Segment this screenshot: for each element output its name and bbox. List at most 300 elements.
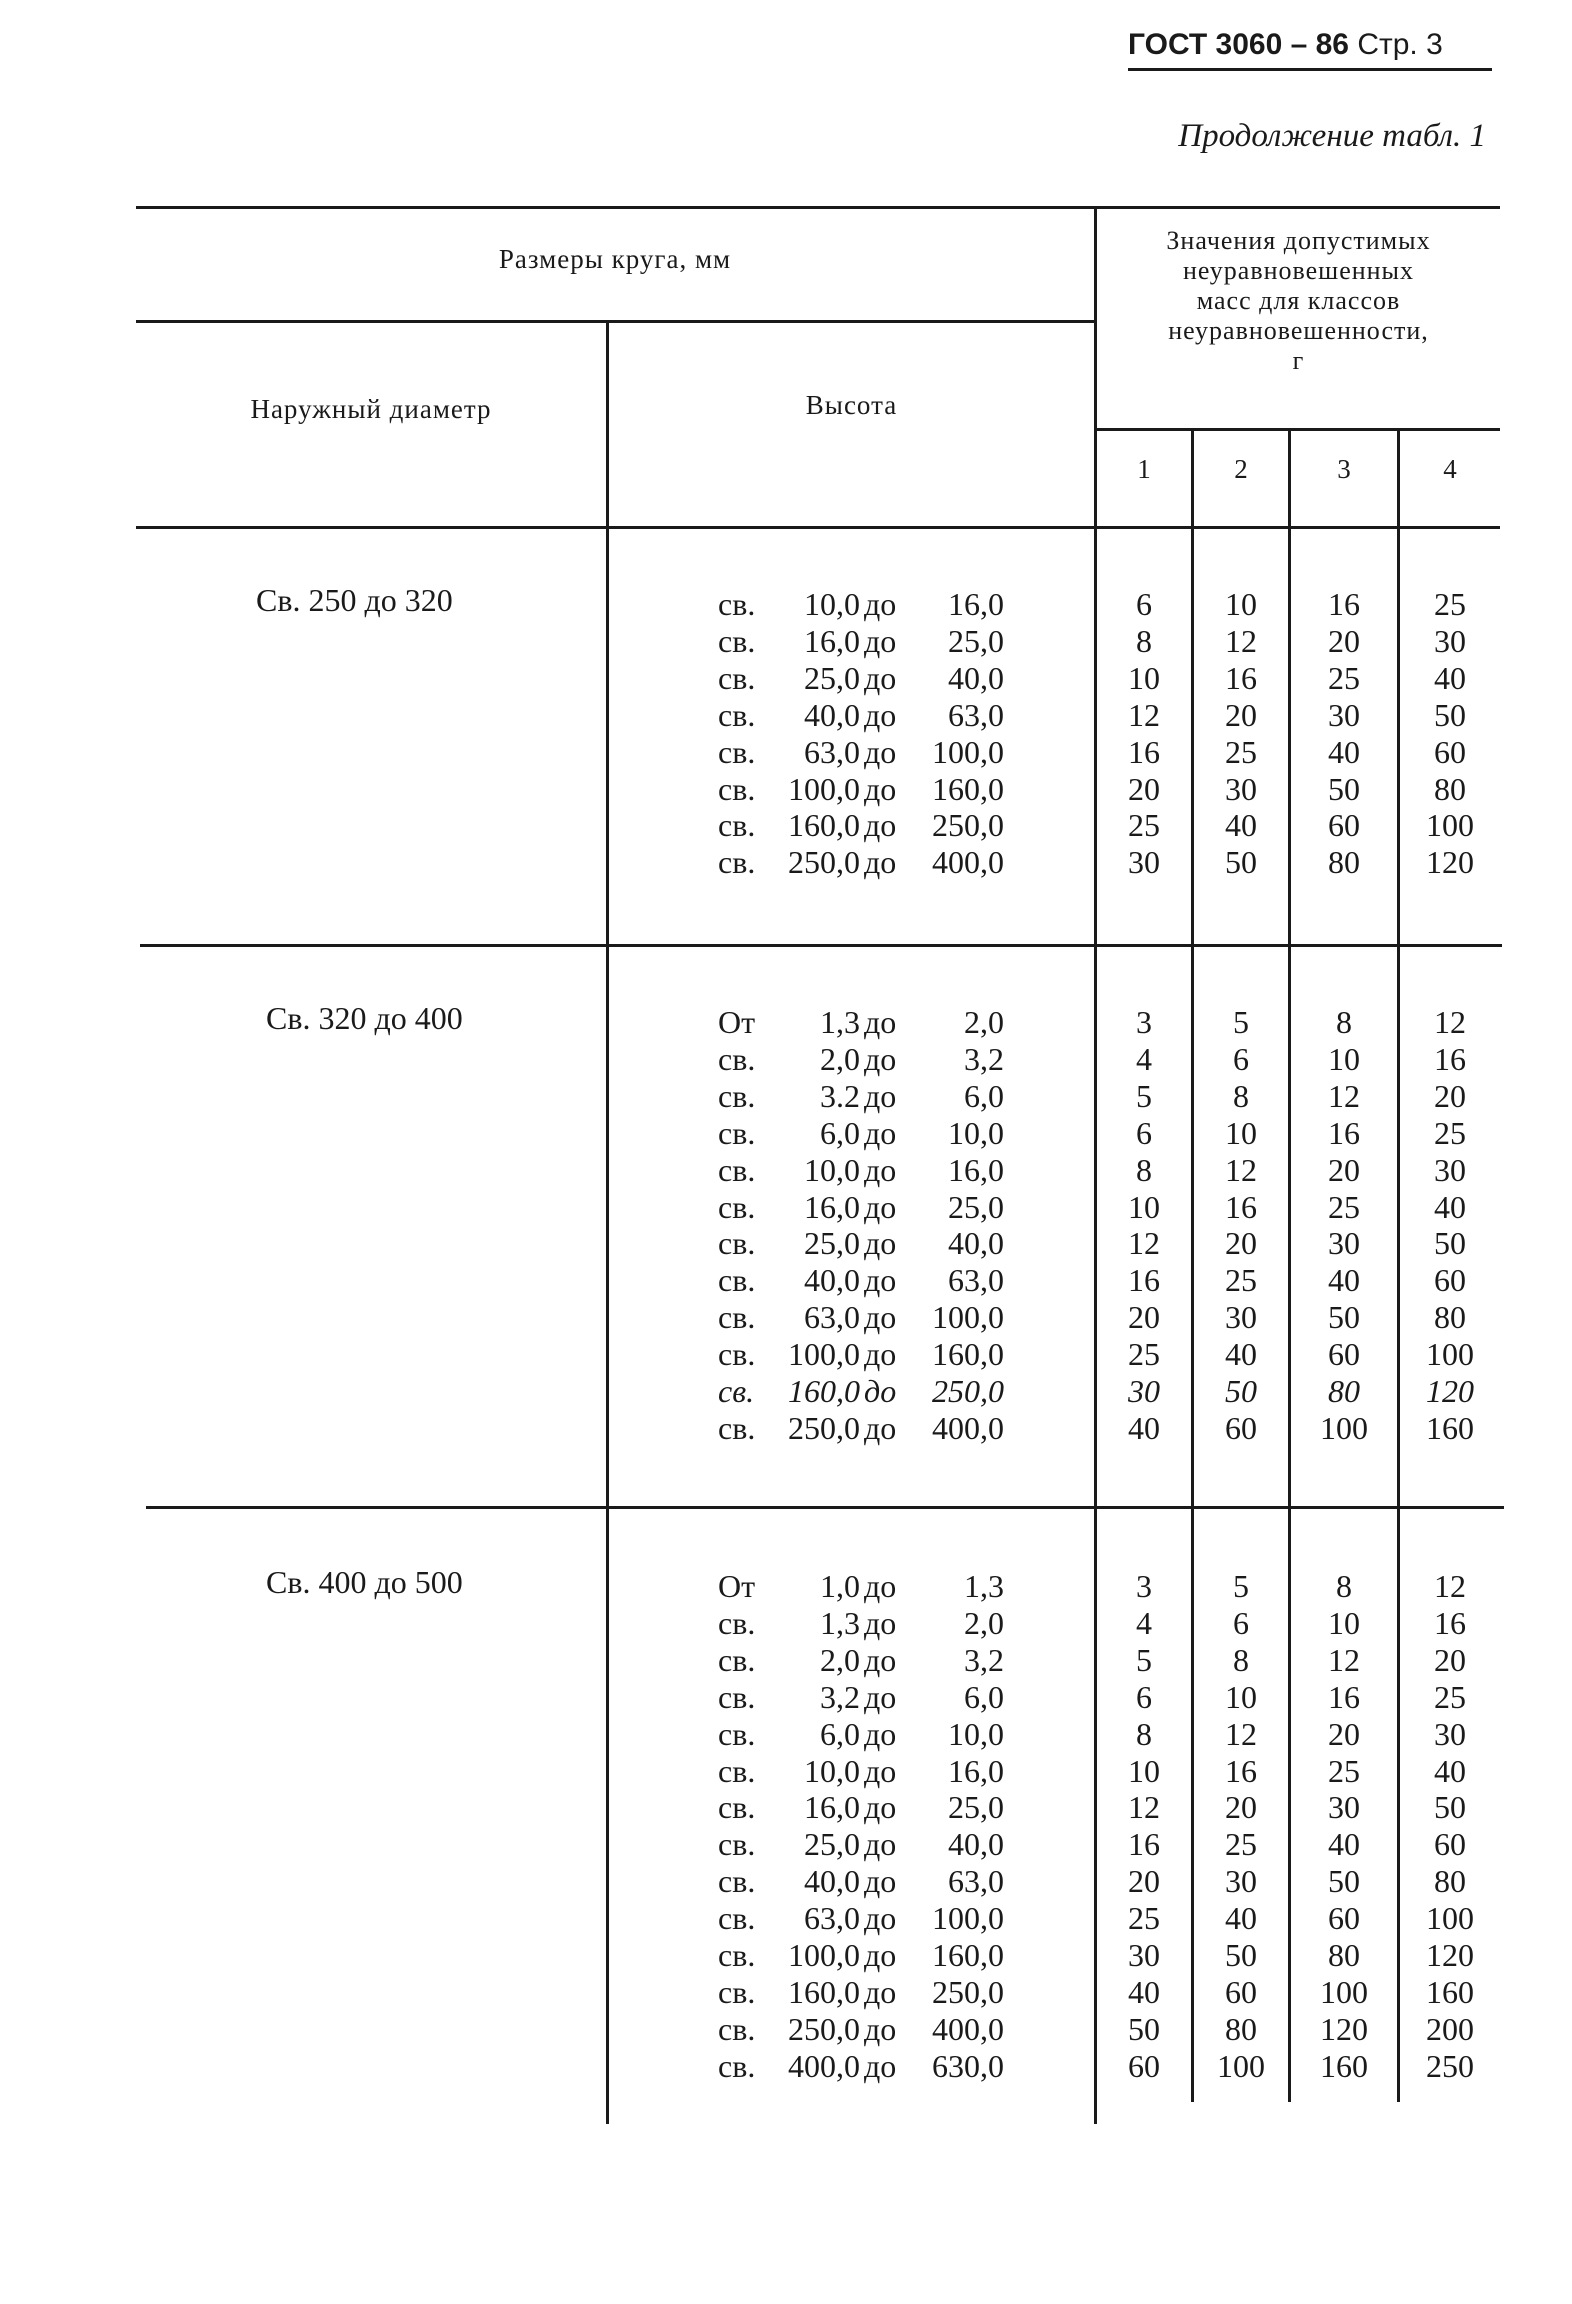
- mass-value-class-1: 30: [1128, 1373, 1160, 1409]
- range-to: 1,3: [964, 1568, 1004, 1604]
- mass-value-class-1: 50: [1128, 2010, 1160, 2047]
- class-label-1: 1: [1137, 454, 1151, 484]
- range-to: 400,0: [932, 2010, 1004, 2047]
- range-prefix: св.: [718, 2047, 756, 2084]
- mass-value-class-1: 4: [1136, 1040, 1152, 1077]
- mass-values-row: [0, 1004, 1572, 1041]
- range-prefix: св.: [718, 770, 756, 807]
- header-line: неуравновешенных: [1182, 256, 1415, 285]
- mass-value-class-3: 80: [1328, 1373, 1360, 1409]
- mass-value-class-2: 60: [1225, 1409, 1257, 1446]
- range-to: 3,2: [964, 1641, 1004, 1678]
- range-separator: до: [864, 770, 897, 807]
- class-label-3: 3: [1337, 454, 1351, 484]
- mass-value-class-1: 25: [1128, 1336, 1160, 1373]
- mass-value-class-3: 16: [1328, 1114, 1360, 1151]
- mass-values-row: [0, 1974, 1572, 2011]
- mass-value-class-2: 10: [1225, 1114, 1257, 1151]
- mass-value-class-1: 3: [1136, 1568, 1152, 1604]
- range-separator: до: [864, 1752, 897, 1789]
- mass-value-class-3: 50: [1328, 770, 1360, 807]
- class-label-2: 2: [1234, 454, 1248, 484]
- mass-value-class-4: 25: [1434, 586, 1466, 622]
- mass-value-class-1: 6: [1136, 1678, 1152, 1715]
- range-prefix: св.: [718, 1863, 756, 1900]
- range-separator: до: [864, 1568, 897, 1604]
- allowable-mass-header: [1097, 226, 1500, 376]
- mass-value-class-1: 6: [1136, 1114, 1152, 1151]
- range-prefix: св.: [718, 1336, 756, 1373]
- mass-value-class-3: 8: [1336, 1568, 1352, 1604]
- class-label-4: 4: [1443, 454, 1457, 484]
- page-number: Стр. 3: [1357, 28, 1443, 61]
- range-from: 10,0: [804, 1752, 860, 1789]
- mass-value-class-2: 6: [1233, 1040, 1249, 1077]
- mass-value-class-4: 40: [1434, 1752, 1466, 1789]
- mass-value-class-4: 160: [1426, 1409, 1474, 1446]
- range-separator: до: [864, 696, 897, 733]
- range-from: 6,0: [820, 1114, 860, 1151]
- mass-values-row: [0, 660, 1572, 697]
- range-separator: до: [864, 1225, 897, 1262]
- range-prefix: св.: [718, 1225, 756, 1262]
- range-separator: до: [864, 1151, 897, 1188]
- range-to: 100,0: [932, 733, 1004, 770]
- wheel-size-header: Размеры круга, мм: [498, 244, 732, 274]
- mass-value-class-2: 12: [1225, 1151, 1257, 1188]
- mass-value-class-4: 120: [1426, 1373, 1474, 1409]
- header-line: г: [1292, 346, 1305, 375]
- mass-value-class-4: 25: [1434, 1114, 1466, 1151]
- mass-values-row: [0, 1679, 1572, 1716]
- range-from: 1,3: [820, 1004, 860, 1040]
- range-from: 160,0: [788, 1973, 860, 2010]
- mass-values-row: [0, 2011, 1572, 2048]
- mass-values-row: [0, 623, 1572, 660]
- mass-value-class-2: 12: [1225, 622, 1257, 659]
- mass-values-row: [0, 2048, 1572, 2085]
- range-from: 160,0: [788, 807, 860, 844]
- range-separator: до: [864, 1188, 897, 1225]
- mass-value-class-2: 60: [1225, 1973, 1257, 2010]
- mass-value-class-4: 80: [1434, 1863, 1466, 1900]
- range-from: 1,3: [820, 1604, 860, 1641]
- mass-value-class-3: 8: [1336, 1004, 1352, 1040]
- range-prefix: св.: [718, 1900, 756, 1937]
- mass-value-class-1: 30: [1128, 1937, 1160, 1973]
- range-prefix: От: [718, 1568, 756, 1604]
- range-to: 16,0: [948, 586, 1004, 622]
- range-from: 3.2: [820, 1077, 860, 1114]
- range-from: 25,0: [804, 659, 860, 696]
- range-from: 16,0: [804, 622, 860, 659]
- range-to: 400,0: [932, 844, 1004, 881]
- range-separator: до: [864, 1789, 897, 1826]
- mass-value-class-3: 80: [1328, 844, 1360, 881]
- mass-values-row: [0, 1568, 1572, 1605]
- range-prefix: св.: [718, 1604, 756, 1641]
- mass-value-class-2: 80: [1225, 2010, 1257, 2047]
- range-from: 25,0: [804, 1225, 860, 1262]
- range-from: 2,0: [820, 1641, 860, 1678]
- mass-value-class-2: 30: [1225, 770, 1257, 807]
- mass-value-class-3: 100: [1320, 1409, 1368, 1446]
- table-continuation-label: Продолжение табл. 1: [1178, 118, 1486, 154]
- mass-values-row: [0, 1789, 1572, 1826]
- range-prefix: св.: [718, 1040, 756, 1077]
- mass-value-class-2: 6: [1233, 1604, 1249, 1641]
- header-underline: [1128, 68, 1492, 71]
- mass-value-class-3: 100: [1320, 1973, 1368, 2010]
- mass-value-class-1: 10: [1128, 1188, 1160, 1225]
- range-from: 250,0: [788, 1409, 860, 1446]
- mass-value-class-2: 20: [1225, 1225, 1257, 1262]
- range-from: 10,0: [804, 1151, 860, 1188]
- mass-value-class-4: 100: [1426, 807, 1474, 844]
- range-separator: до: [864, 1077, 897, 1114]
- mass-value-class-3: 30: [1328, 1789, 1360, 1826]
- range-separator: до: [864, 1299, 897, 1336]
- range-prefix: св.: [718, 1752, 756, 1789]
- header-line: неуравновешенности,: [1168, 316, 1429, 345]
- mass-value-class-1: 12: [1128, 1225, 1160, 1262]
- mass-value-class-4: 80: [1434, 770, 1466, 807]
- class-header-rule: [1094, 428, 1500, 431]
- mass-value-class-3: 20: [1328, 1715, 1360, 1752]
- range-prefix: св.: [718, 659, 756, 696]
- range-prefix: св.: [718, 1151, 756, 1188]
- mass-value-class-2: 25: [1225, 1262, 1257, 1299]
- mass-value-class-4: 50: [1434, 1789, 1466, 1826]
- range-to: 63,0: [948, 1262, 1004, 1299]
- range-to: 160,0: [932, 1937, 1004, 1973]
- range-separator: до: [864, 622, 897, 659]
- outer-diameter-header: Наружный диаметр: [250, 394, 492, 424]
- mass-values-row: [0, 1152, 1572, 1189]
- range-to: 160,0: [932, 1336, 1004, 1373]
- range-prefix: св.: [718, 586, 756, 622]
- mass-value-class-4: 40: [1434, 659, 1466, 696]
- mass-value-class-2: 16: [1225, 1188, 1257, 1225]
- range-separator: до: [864, 1336, 897, 1373]
- mass-values-row: [0, 1900, 1572, 1937]
- mass-value-class-3: 60: [1328, 1336, 1360, 1373]
- range-prefix: св.: [718, 1826, 756, 1863]
- range-from: 25,0: [804, 1826, 860, 1863]
- range-separator: до: [864, 1004, 897, 1040]
- mass-values-row: [0, 1041, 1572, 1078]
- mass-value-class-3: 25: [1328, 1752, 1360, 1789]
- range-from: 250,0: [788, 2010, 860, 2047]
- mass-values-row: [0, 1373, 1572, 1410]
- mass-value-class-3: 16: [1328, 1678, 1360, 1715]
- mass-value-class-3: 50: [1328, 1299, 1360, 1336]
- range-from: 63,0: [804, 1900, 860, 1937]
- mass-value-class-4: 160: [1426, 1973, 1474, 2010]
- range-to: 250,0: [932, 1373, 1004, 1409]
- range-from: 1,0: [820, 1568, 860, 1604]
- mass-value-class-4: 250: [1426, 2047, 1474, 2084]
- group-separator: [146, 1506, 1504, 1509]
- range-to: 160,0: [932, 770, 1004, 807]
- range-prefix: св.: [718, 622, 756, 659]
- mass-value-class-1: 25: [1128, 1900, 1160, 1937]
- range-separator: до: [864, 844, 897, 881]
- group-separator: [140, 944, 1502, 947]
- range-from: 250,0: [788, 844, 860, 881]
- outer-diameter-value: Св. 400 до 500: [266, 1564, 463, 1600]
- mass-value-class-4: 50: [1434, 1225, 1466, 1262]
- mass-values-row: [0, 807, 1572, 844]
- mass-value-class-3: 25: [1328, 1188, 1360, 1225]
- mass-value-class-4: 12: [1434, 1004, 1466, 1040]
- mass-value-class-1: 20: [1128, 1299, 1160, 1336]
- range-prefix: св.: [718, 1262, 756, 1299]
- mass-value-class-2: 40: [1225, 807, 1257, 844]
- mass-value-class-1: 25: [1128, 807, 1160, 844]
- mass-values-row: [0, 1078, 1572, 1115]
- mass-value-class-3: 16: [1328, 586, 1360, 622]
- mass-values-row: [0, 1642, 1572, 1679]
- range-separator: до: [864, 1678, 897, 1715]
- mass-values-row: [0, 734, 1572, 771]
- mass-values-row: [0, 1262, 1572, 1299]
- mass-value-class-3: 20: [1328, 622, 1360, 659]
- range-from: 16,0: [804, 1789, 860, 1826]
- mass-values-row: [0, 1937, 1572, 1974]
- range-to: 400,0: [932, 1409, 1004, 1446]
- range-to: 630,0: [932, 2047, 1004, 2084]
- range-to: 6,0: [964, 1678, 1004, 1715]
- mass-value-class-2: 50: [1225, 844, 1257, 881]
- range-to: 25,0: [948, 622, 1004, 659]
- mass-values-row: [0, 1299, 1572, 1336]
- mass-value-class-4: 120: [1426, 844, 1474, 881]
- mass-values-row: [0, 771, 1572, 808]
- mass-value-class-4: 16: [1434, 1604, 1466, 1641]
- range-from: 63,0: [804, 733, 860, 770]
- range-separator: до: [864, 733, 897, 770]
- mass-value-class-1: 30: [1128, 844, 1160, 881]
- mass-value-class-1: 20: [1128, 1863, 1160, 1900]
- mass-value-class-1: 8: [1136, 622, 1152, 659]
- standard-number: ГОСТ 3060 – 86: [1128, 28, 1349, 61]
- mass-value-class-1: 40: [1128, 1409, 1160, 1446]
- mass-value-class-2: 5: [1233, 1568, 1249, 1604]
- range-prefix: св.: [718, 1409, 756, 1446]
- outer-diameter-value: Св. 320 до 400: [266, 1000, 463, 1036]
- mass-value-class-1: 4: [1136, 1604, 1152, 1641]
- range-to: 40,0: [948, 1826, 1004, 1863]
- mass-value-class-3: 120: [1320, 2010, 1368, 2047]
- range-prefix: св.: [718, 1789, 756, 1826]
- mass-value-class-2: 40: [1225, 1336, 1257, 1373]
- range-prefix: св.: [718, 1973, 756, 2010]
- mass-value-class-3: 12: [1328, 1077, 1360, 1114]
- mass-value-class-1: 60: [1128, 2047, 1160, 2084]
- mass-value-class-1: 6: [1136, 586, 1152, 622]
- range-to: 40,0: [948, 1225, 1004, 1262]
- range-separator: до: [864, 1973, 897, 2010]
- mass-value-class-3: 12: [1328, 1641, 1360, 1678]
- range-to: 100,0: [932, 1900, 1004, 1937]
- range-separator: до: [864, 2010, 897, 2047]
- mass-value-class-1: 10: [1128, 1752, 1160, 1789]
- mass-value-class-1: 8: [1136, 1715, 1152, 1752]
- range-to: 100,0: [932, 1299, 1004, 1336]
- range-prefix: От: [718, 1004, 756, 1040]
- mass-value-class-1: 12: [1128, 1789, 1160, 1826]
- mass-values-row: [0, 697, 1572, 734]
- mass-value-class-4: 30: [1434, 1715, 1466, 1752]
- mass-value-class-3: 30: [1328, 696, 1360, 733]
- mass-value-class-2: 10: [1225, 1678, 1257, 1715]
- mass-value-class-2: 5: [1233, 1004, 1249, 1040]
- range-separator: до: [864, 659, 897, 696]
- mass-values-row: [0, 586, 1572, 623]
- mass-value-class-2: 8: [1233, 1641, 1249, 1678]
- mass-value-class-3: 20: [1328, 1151, 1360, 1188]
- mass-values-row: [0, 1336, 1572, 1373]
- outer-diameter-value: Св. 250 до 320: [256, 582, 453, 618]
- range-separator: до: [864, 1114, 897, 1151]
- range-prefix: св.: [718, 1299, 756, 1336]
- range-prefix: св.: [718, 1188, 756, 1225]
- mass-value-class-4: 60: [1434, 733, 1466, 770]
- mass-values-row: [0, 1115, 1572, 1152]
- mass-value-class-2: 10: [1225, 586, 1257, 622]
- mass-values-row: [0, 844, 1572, 881]
- range-from: 160,0: [788, 1373, 860, 1409]
- mass-value-class-1: 16: [1128, 1826, 1160, 1863]
- mass-value-class-1: 5: [1136, 1641, 1152, 1678]
- mass-value-class-2: 25: [1225, 1826, 1257, 1863]
- header-split-rule: [136, 320, 1094, 323]
- range-separator: до: [864, 1863, 897, 1900]
- range-separator: до: [864, 1826, 897, 1863]
- range-to: 250,0: [932, 1973, 1004, 2010]
- mass-values-row: [0, 1863, 1572, 1900]
- range-to: 3,2: [964, 1040, 1004, 1077]
- range-separator: до: [864, 1040, 897, 1077]
- mass-values-row: [0, 1753, 1572, 1790]
- mass-value-class-2: 20: [1225, 1789, 1257, 1826]
- mass-value-class-3: 60: [1328, 807, 1360, 844]
- mass-value-class-3: 160: [1320, 2047, 1368, 2084]
- range-from: 100,0: [788, 1336, 860, 1373]
- range-prefix: св.: [718, 844, 756, 881]
- mass-value-class-4: 30: [1434, 622, 1466, 659]
- header-line: Значения допустимых: [1166, 226, 1431, 255]
- height-header: Высота: [805, 390, 898, 420]
- mass-value-class-4: 100: [1426, 1336, 1474, 1373]
- range-to: 250,0: [932, 807, 1004, 844]
- range-separator: до: [864, 1409, 897, 1446]
- range-prefix: св.: [718, 696, 756, 733]
- mass-value-class-2: 12: [1225, 1715, 1257, 1752]
- table-top-rule: [136, 206, 1500, 209]
- mass-values-row: [0, 1410, 1572, 1447]
- mass-value-class-3: 30: [1328, 1225, 1360, 1262]
- range-from: 40,0: [804, 696, 860, 733]
- mass-value-class-2: 20: [1225, 696, 1257, 733]
- mass-value-class-1: 12: [1128, 696, 1160, 733]
- mass-value-class-3: 80: [1328, 1937, 1360, 1973]
- mass-value-class-2: 16: [1225, 1752, 1257, 1789]
- mass-value-class-2: 50: [1225, 1937, 1257, 1973]
- range-from: 40,0: [804, 1863, 860, 1900]
- range-separator: до: [864, 586, 897, 622]
- range-to: 2,0: [964, 1004, 1004, 1040]
- mass-values-row: [0, 1189, 1572, 1226]
- range-prefix: св.: [718, 1114, 756, 1151]
- mass-value-class-4: 60: [1434, 1262, 1466, 1299]
- mass-value-class-1: 20: [1128, 770, 1160, 807]
- range-prefix: св.: [718, 2010, 756, 2047]
- mass-value-class-1: 5: [1136, 1077, 1152, 1114]
- mass-value-class-3: 25: [1328, 659, 1360, 696]
- range-to: 40,0: [948, 659, 1004, 696]
- range-to: 25,0: [948, 1188, 1004, 1225]
- mass-value-class-4: 200: [1426, 2010, 1474, 2047]
- range-from: 40,0: [804, 1262, 860, 1299]
- range-separator: до: [864, 2047, 897, 2084]
- mass-value-class-1: 3: [1136, 1004, 1152, 1040]
- range-from: 16,0: [804, 1188, 860, 1225]
- mass-value-class-4: 40: [1434, 1188, 1466, 1225]
- range-from: 3,2: [820, 1678, 860, 1715]
- mass-value-class-4: 30: [1434, 1151, 1466, 1188]
- range-separator: до: [864, 1937, 897, 1973]
- mass-value-class-3: 60: [1328, 1900, 1360, 1937]
- mass-value-class-2: 50: [1225, 1373, 1257, 1409]
- mass-value-class-4: 80: [1434, 1299, 1466, 1336]
- range-to: 63,0: [948, 1863, 1004, 1900]
- range-to: 16,0: [948, 1151, 1004, 1188]
- mass-value-class-4: 16: [1434, 1040, 1466, 1077]
- range-separator: до: [864, 1373, 897, 1409]
- range-from: 6,0: [820, 1715, 860, 1752]
- range-separator: до: [864, 1641, 897, 1678]
- header-line: масс для классов: [1196, 286, 1401, 315]
- range-to: 6,0: [964, 1077, 1004, 1114]
- range-prefix: св.: [718, 807, 756, 844]
- mass-value-class-2: 100: [1217, 2047, 1265, 2084]
- mass-value-class-4: 25: [1434, 1678, 1466, 1715]
- mass-values-row: [0, 1716, 1572, 1753]
- mass-value-class-1: 16: [1128, 1262, 1160, 1299]
- range-prefix: св.: [718, 733, 756, 770]
- range-separator: до: [864, 807, 897, 844]
- header-bottom-rule: [136, 526, 1500, 529]
- range-from: 100,0: [788, 1937, 860, 1973]
- range-to: 10,0: [948, 1114, 1004, 1151]
- mass-value-class-2: 40: [1225, 1900, 1257, 1937]
- range-prefix: св.: [718, 1715, 756, 1752]
- mass-value-class-2: 30: [1225, 1863, 1257, 1900]
- mass-value-class-2: 8: [1233, 1077, 1249, 1114]
- range-from: 2,0: [820, 1040, 860, 1077]
- mass-value-class-2: 16: [1225, 659, 1257, 696]
- mass-value-class-3: 10: [1328, 1604, 1360, 1641]
- range-to: 2,0: [964, 1604, 1004, 1641]
- range-prefix: св.: [718, 1077, 756, 1114]
- mass-value-class-1: 10: [1128, 659, 1160, 696]
- mass-value-class-1: 8: [1136, 1151, 1152, 1188]
- mass-value-class-1: 16: [1128, 733, 1160, 770]
- mass-value-class-4: 20: [1434, 1077, 1466, 1114]
- mass-value-class-4: 50: [1434, 696, 1466, 733]
